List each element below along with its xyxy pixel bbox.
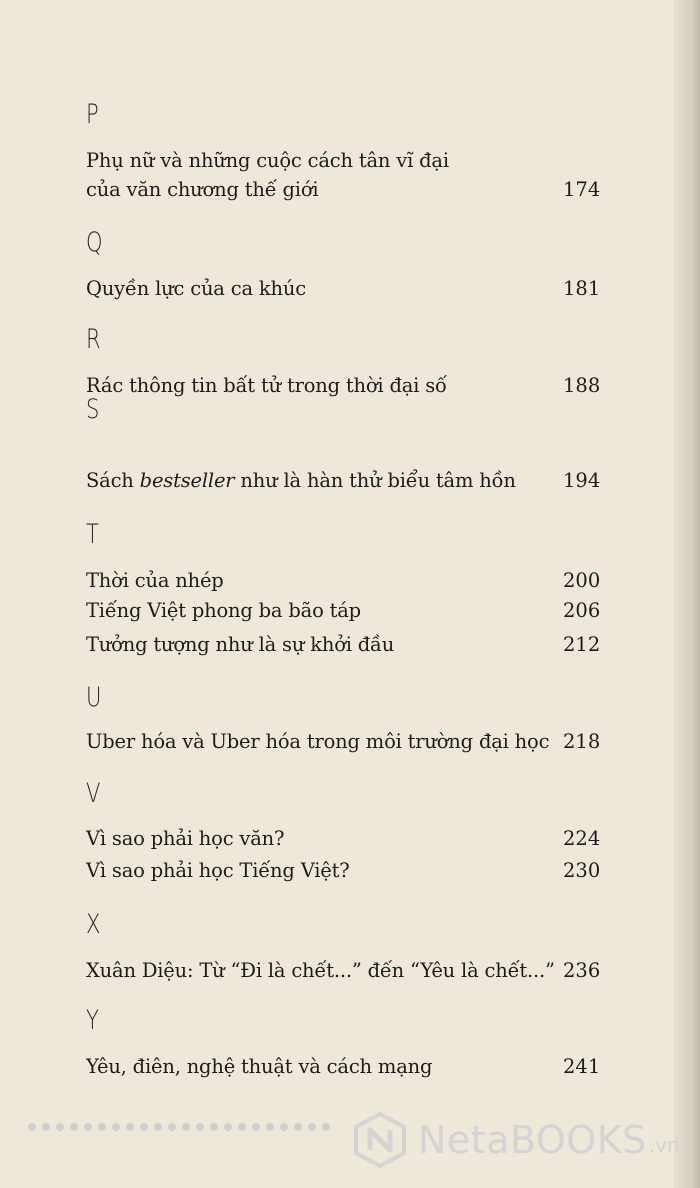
toc-entry-title: Vì sao phải học văn? — [86, 827, 285, 850]
toc-entry-page: 188 — [563, 374, 601, 397]
toc-entry-page: 200 — [563, 569, 601, 592]
toc-entry-page: 241 — [563, 1055, 601, 1078]
toc-entry-page: 174 — [563, 178, 601, 201]
netabooks-watermark — [352, 1108, 682, 1172]
toc-entry-page: 194 — [563, 469, 601, 492]
toc-entry-page: 206 — [563, 599, 601, 622]
section-letter-y: Y — [86, 1005, 99, 1036]
italic-word: bestseller — [139, 469, 235, 492]
netabooks-logo-icon — [352, 1112, 408, 1168]
toc-entry-title: Xuân Diệu: Từ “Đi là chết...” đến “Yêu là chết...” — [86, 959, 555, 982]
section-letter-u: U — [86, 682, 102, 713]
toc-entry-title: Rác thông tin bất tử trong thời đại số — [86, 374, 447, 397]
section-letter-s: S — [86, 394, 100, 425]
section-letter-p: P — [86, 99, 99, 130]
toc-entry-page: 236 — [563, 959, 601, 982]
toc-entry-title: Sách bestseller như là hàn thử biểu tâm hồn — [86, 469, 516, 492]
toc-entry-title: Uber hóa và Uber hóa trong môi trường đại học — [86, 730, 550, 753]
toc-entry-title: Tiếng Việt phong ba bão táp — [86, 599, 361, 622]
toc-entry-title: của văn chương thế giới — [86, 178, 319, 201]
toc-entry-title: Yêu, điên, nghệ thuật và cách mạng — [86, 1055, 433, 1078]
section-letter-x: X — [86, 909, 101, 940]
toc-entry-title: Phụ nữ và những cuộc cách tân vĩ đại — [86, 149, 449, 172]
toc-entry-page: 230 — [563, 859, 601, 882]
watermark-suffix: .vn — [648, 1133, 680, 1157]
section-letter-v: V — [86, 778, 101, 809]
watermark-brand: NetaBOOKS — [418, 1118, 647, 1162]
toc-entry-title: Quyền lực của ca khúc — [86, 277, 306, 300]
toc-entry-page: 224 — [563, 827, 601, 850]
decorative-dots — [28, 1117, 348, 1137]
section-letter-r: R — [86, 324, 101, 355]
section-letter-t: T — [86, 519, 99, 550]
toc-entry-title: Vì sao phải học Tiếng Việt? — [86, 859, 350, 882]
toc-entry-title: Thời của nhép — [86, 569, 224, 592]
toc-entry-page: 218 — [563, 730, 601, 753]
section-letter-q: Q — [86, 227, 103, 258]
toc-entry-page: 212 — [563, 633, 601, 656]
toc-entry-title: Tưởng tượng như là sự khởi đầu — [86, 633, 395, 656]
toc-entry-page: 181 — [563, 277, 601, 300]
